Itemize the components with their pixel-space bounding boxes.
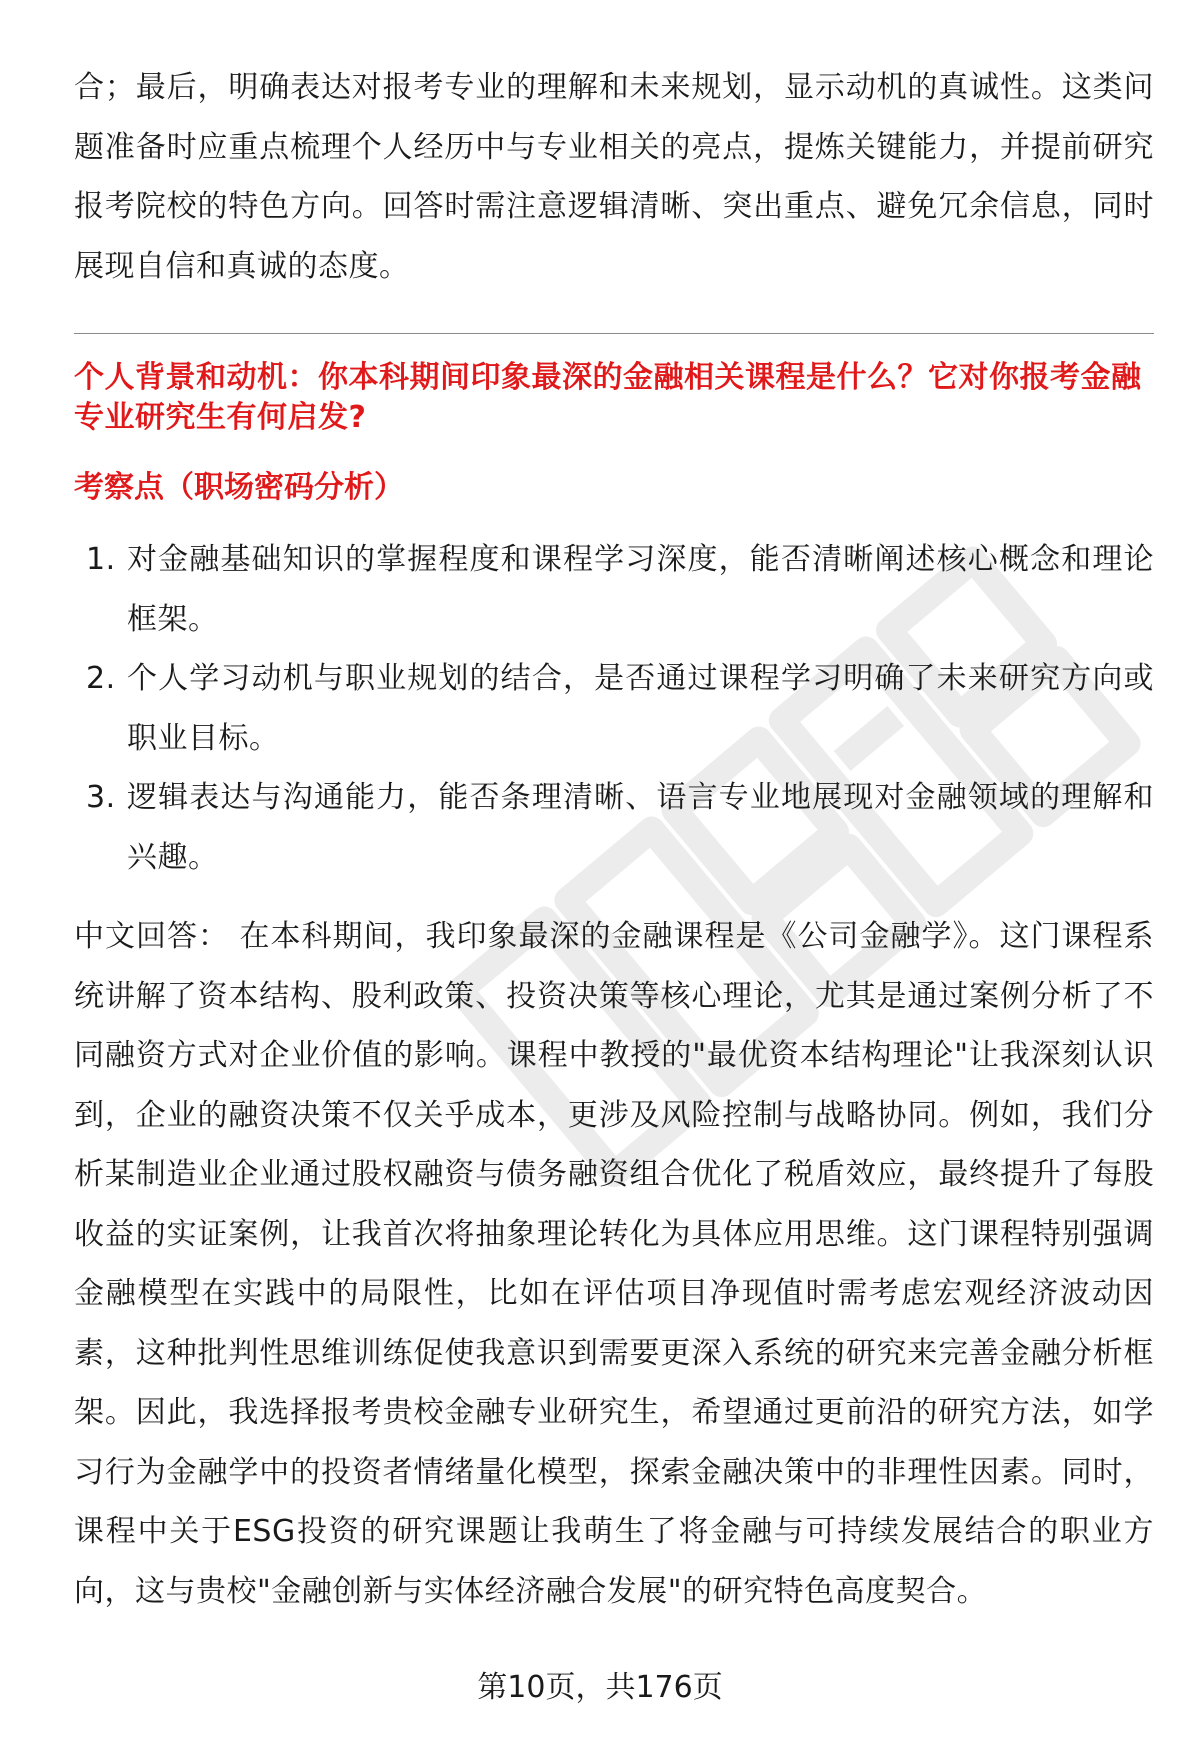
section-divider [74, 333, 1154, 334]
list-item [74, 649, 1154, 768]
list-item-number: 3. [86, 780, 116, 815]
main-content [74, 58, 1154, 1621]
list-item-text: 对金融基础知识的掌握程度和课程学习深度，能否清晰阐述核心概念和理论框架。 [127, 542, 1154, 637]
assessment-points-heading: 考察点（职场密码分析） [74, 470, 404, 505]
list-item-number: 2. [86, 661, 116, 696]
list-item-number: 1. [86, 542, 116, 577]
list-item-text: 逻辑表达与沟通能力，能否条理清晰、语言专业地展现对金融领域的理解和兴趣。 [127, 780, 1154, 875]
question-title: 个人背景和动机：你本科期间印象最深的金融相关课程是什么？它对你报考金融专业研究生有何启发? [74, 360, 1142, 435]
list-item-text: 个人学习动机与职业规划的结合，是否通过课程学习明确了未来研究方向或职业目标。 [127, 661, 1154, 756]
intro-paragraph: 合；最后，明确表达对报考专业的理解和未来规划，显示动机的真诚性。这类问题准备时应重点梳理个人经历中与专业相关的亮点，提炼关键能力，并提前研究报考院校的特色方向。回答时需注意逻辑清晰、突出重点、避免冗余信息，同时展现自信和真诚的态度。 [74, 70, 1154, 284]
list-item [74, 768, 1154, 887]
assessment-points-list [74, 530, 1154, 887]
page-number: 第10页，共176页 [477, 1670, 723, 1705]
list-item [74, 530, 1154, 649]
answer-paragraph: 中文回答： 在本科期间，我印象最深的金融课程是《公司金融学》。这门课程系统讲解了资本结构、股利政策、投资决策等核心理论，尤其是通过案例分析了不同融资方式对企业价值的影响。课程中教授的"最优资本结构理论"让我深刻认识到，企业的融资决策不仅关乎成本，更涉及风险控制与战略协同。例如，我们分析某制造业企业通过股权融资与债务融资组合优化了税盾效应，最终提升了每股收益的实证案例，让我首次将抽象理论转化为具体应用思维。这门课程特别强调金融模型在实践中的局限性，比如在评估项目净现值时需考虑宏观经济波动因素，这种批判性思维训练促使我意识到需要更深入系统的研究来完善金融分析框架。因此，我选择报考贵校金融专业研究生，希望通过更前沿的研究方法，如学习行为金融学中的投资者情绪量化模型，探索金融决策中的非理性因素。同时，课程中关于ESG投资的研究课题让我萌生了将金融与可持续发展结合的职业方向，这与贵校"金融创新与实体经济融合发展"的研究特色高度契合。 [74, 919, 1154, 1609]
